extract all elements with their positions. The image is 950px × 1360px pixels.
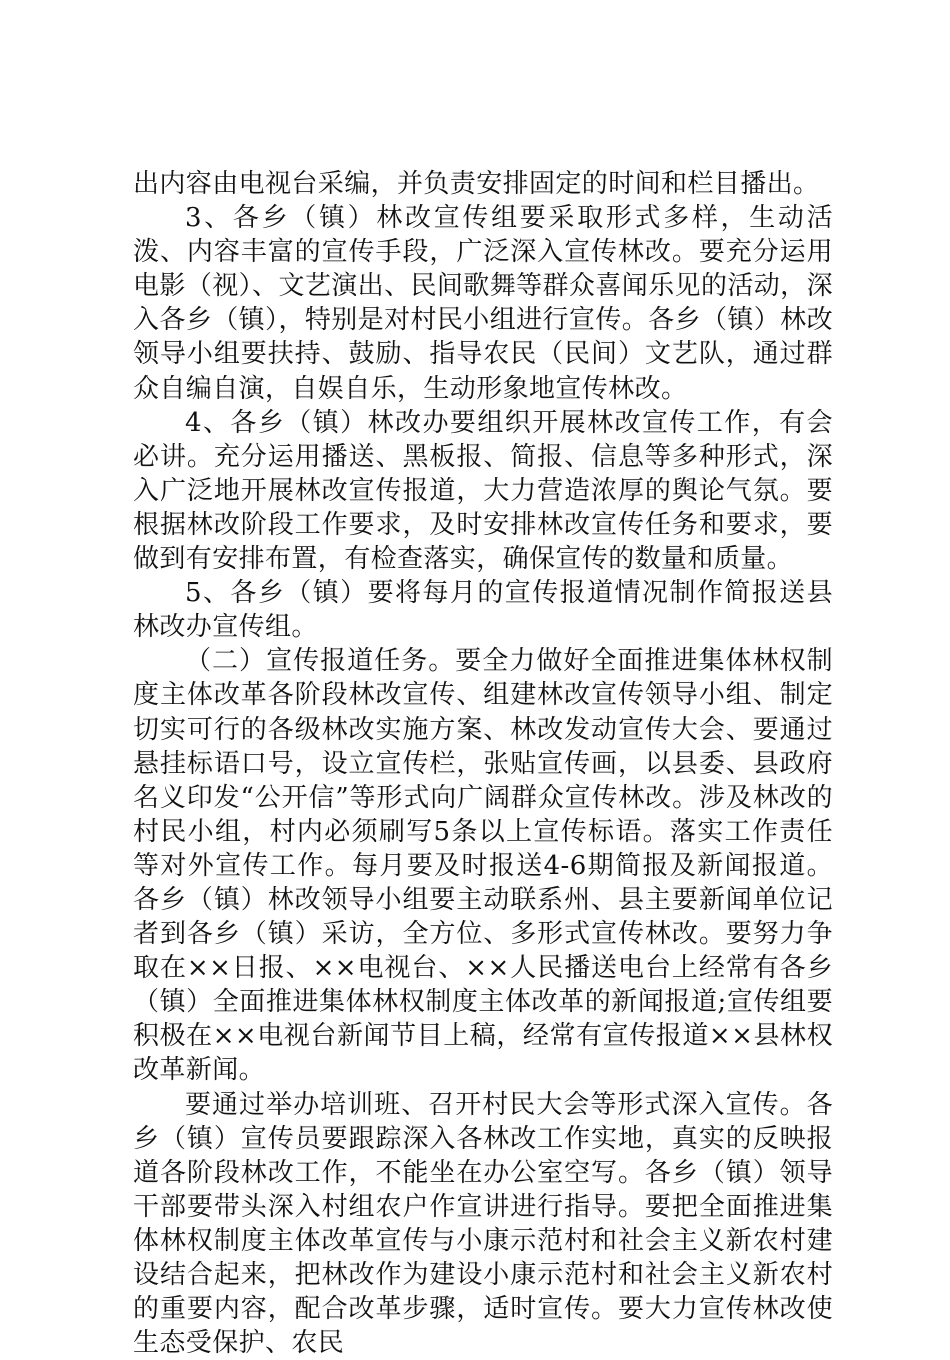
paragraph-item-3: 3、各乡（镇）林改宣传组要采取形式多样，生动活泼、内容丰富的宣传手段，广泛深入宣传林改。要充分运用电影（视）、文艺演出、民间歌舞等群众喜闻乐见的活动，深入各乡（镇），特别是对村民小组进行宣传。各乡（镇）林改领导小组要扶持、鼓励、指导农民（民间）文艺队，通过群众自编自演，自娱自乐，生动形象地宣传林改。: [133, 203, 833, 404]
paragraph-continuation: 出内容由电视台采编，并负责安排固定的时间和栏目播出。: [133, 169, 820, 199]
paragraph-item-5: 5、各乡（镇）要将每月的宣传报道情况制作简报送县林改办宣传组。: [133, 578, 833, 643]
paragraph-training: 要通过举办培训班、召开村民大会等形式深入宣传。各乡（镇）宣传员要跟踪深入各林改工作实地，真实的反映报道各阶段林改工作，不能坐在办公室空写。各乡（镇）领导干部要带头深入村组农户作宣讲进行指导。要把全面推进集体林权制度主体改革宣传与小康示范村和社会主义新农村建设结合起来，把林改作为建设小康示范村和社会主义新农村的重要内容，配合改革步骤，适时宣传。要大力宣传林改使生态受保护、农民: [133, 1089, 833, 1359]
document-body: [133, 167, 833, 1360]
paragraph-item-4: 4、各乡（镇）林改办要组织开展林改宣传工作，有会必讲。充分运用播送、黑板报、简报、信息等多种形式，深入广泛地开展林改宣传报道，大力营造浓厚的舆论气氛。要根据林改阶段工作要求，及时安排林改宣传任务和要求，要做到有安排布置，有检查落实，确保宣传的数量和质量。: [133, 407, 833, 575]
paragraph-section-2: （二）宣传报道任务。要全力做好全面推进集体林权制度主体改革各阶段林改宣传、组建林改宣传领导小组、制定切实可行的各级林改实施方案、林改发动宣传大会、要通过悬挂标语口号，设立宣传栏，张贴宣传画，以县委、县政府名义印发“公开信”等形式向广阔群众宣传林改。涉及林改的村民小组，村内必须刷写5条以上宣传标语。落实工作责任等对外宣传工作。每月要及时报送4-6期简报及新闻报道。各乡（镇）林改领导小组要主动联系州、县主要新闻单位记者到各乡（镇）采访，全方位、多形式宣传林改。要努力争取在××日报、××电视台、××人民播送电台上经常有各乡（镇）全面推进集体林权制度主体改革的新闻报道;宣传组要积极在××电视台新闻节目上稿，经常有宣传报道××县林权改革新闻。: [133, 646, 833, 1086]
